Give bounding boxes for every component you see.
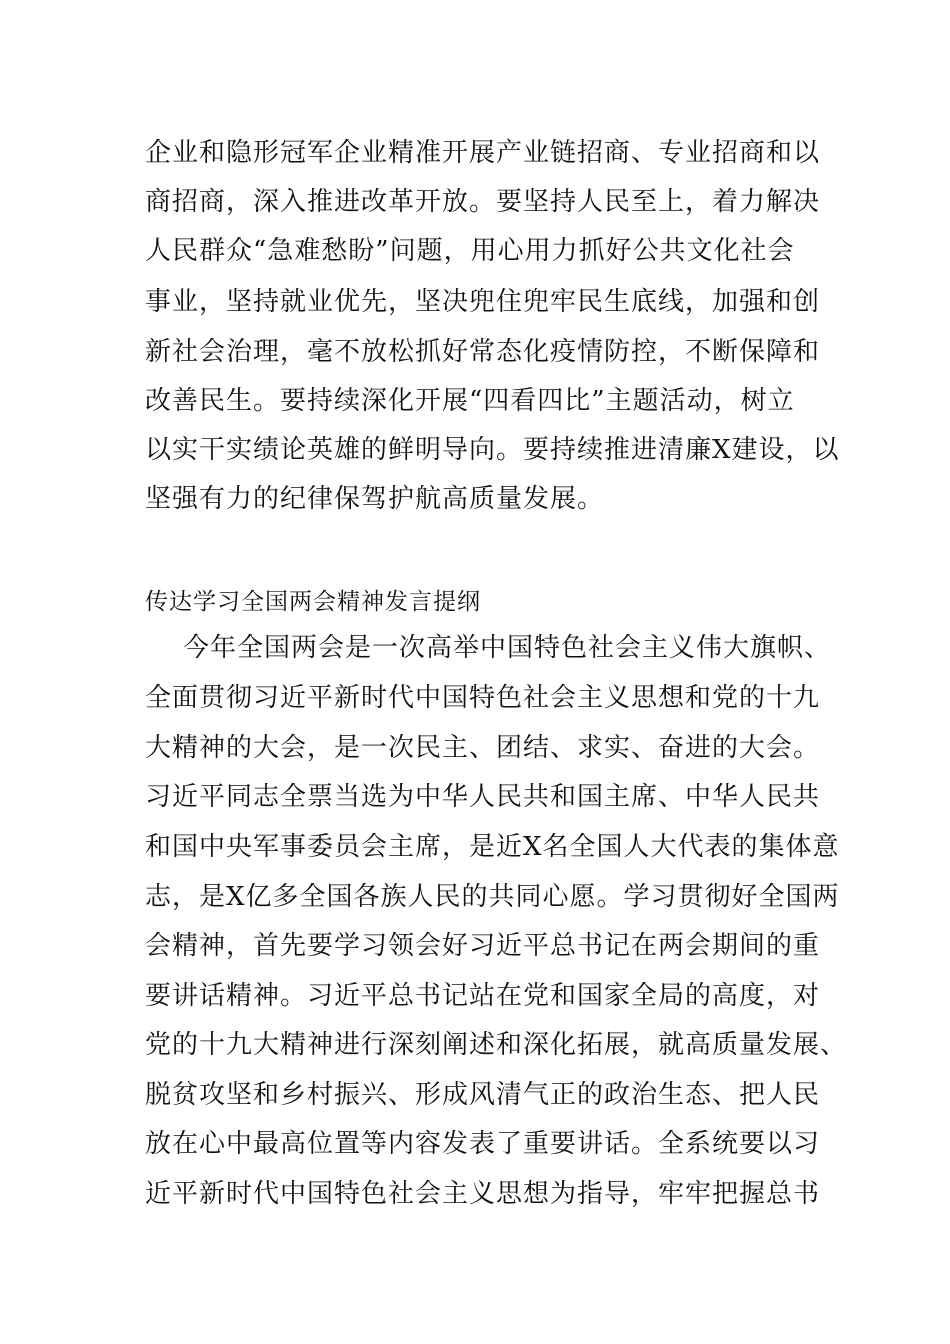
paragraph1-line-5: 新社会治理，毫不放松抓好常态化疫情防控，不断保障和 [145, 337, 821, 367]
paragraph2-line-9: 党的十九大精神进行深刻阐述和深化拓展，就高质量发展、 [145, 1030, 848, 1060]
paragraph2-line-4: 习近平同志全票当选为中华人民共和国主席、中华人民共 [145, 782, 821, 812]
paragraph1-line-4: 事业，坚持就业优先，坚决兜住兜牢民生底线，加强和创 [145, 287, 821, 317]
paragraph1-line-1: 企业和隐形冠军企业精准开展产业链招商、专业招商和以 [145, 138, 821, 168]
paragraph1-line-7: 以实干实绩论英雄的鲜明导向。要持续推进清廉X建设，以 [145, 435, 840, 465]
paragraph2-line-12: 近平新时代中国特色社会主义思想为指导，牢牢把握总书 [145, 1179, 821, 1209]
paragraph1-line-8: 坚强有力的纪律保驾护航高质量发展。 [145, 484, 605, 514]
paragraph2-line-10: 脱贫攻坚和乡村振兴、形成风清气正的政治生态、把人民 [145, 1080, 821, 1110]
paragraph1-line-3: 人民群众“急难愁盼”问题，用心用力抓好公共文化社会 [145, 236, 795, 266]
paragraph2-line-1: 今年全国两会是一次高举中国特色社会主义伟大旗帜、 [183, 633, 832, 663]
paragraph2-line-3: 大精神的大会，是一次民主、团结、求实、奋进的大会。 [145, 733, 821, 763]
paragraph1-line-6: 改善民生。要持续深化开展“四看四比”主题活动，树立 [145, 386, 795, 416]
paragraph2-line-6: 志，是X亿多全国各族人民的共同心愿。学习贯彻好全国两 [145, 882, 840, 912]
paragraph2-line-7: 会精神，首先要学习领会好习近平总书记在两会期间的重 [145, 931, 821, 961]
paragraph2-line-8: 要讲话精神。习近平总书记站在党和国家全局的高度，对 [145, 981, 821, 1011]
paragraph2-line-11: 放在心中最高位置等内容发表了重要讲话。全系统要以习 [145, 1129, 821, 1159]
paragraph1-line-2: 商招商，深入推进改革开放。要坚持人民至上，着力解决 [145, 187, 821, 217]
section-title: 传达学习全国两会精神发言提纲 [145, 589, 481, 615]
paragraph2-line-2: 全面贯彻习近平新时代中国特色社会主义思想和党的十九 [145, 683, 821, 713]
paragraph2-line-5: 和国中央军事委员会主席，是近X名全国人大代表的集体意 [145, 832, 840, 862]
